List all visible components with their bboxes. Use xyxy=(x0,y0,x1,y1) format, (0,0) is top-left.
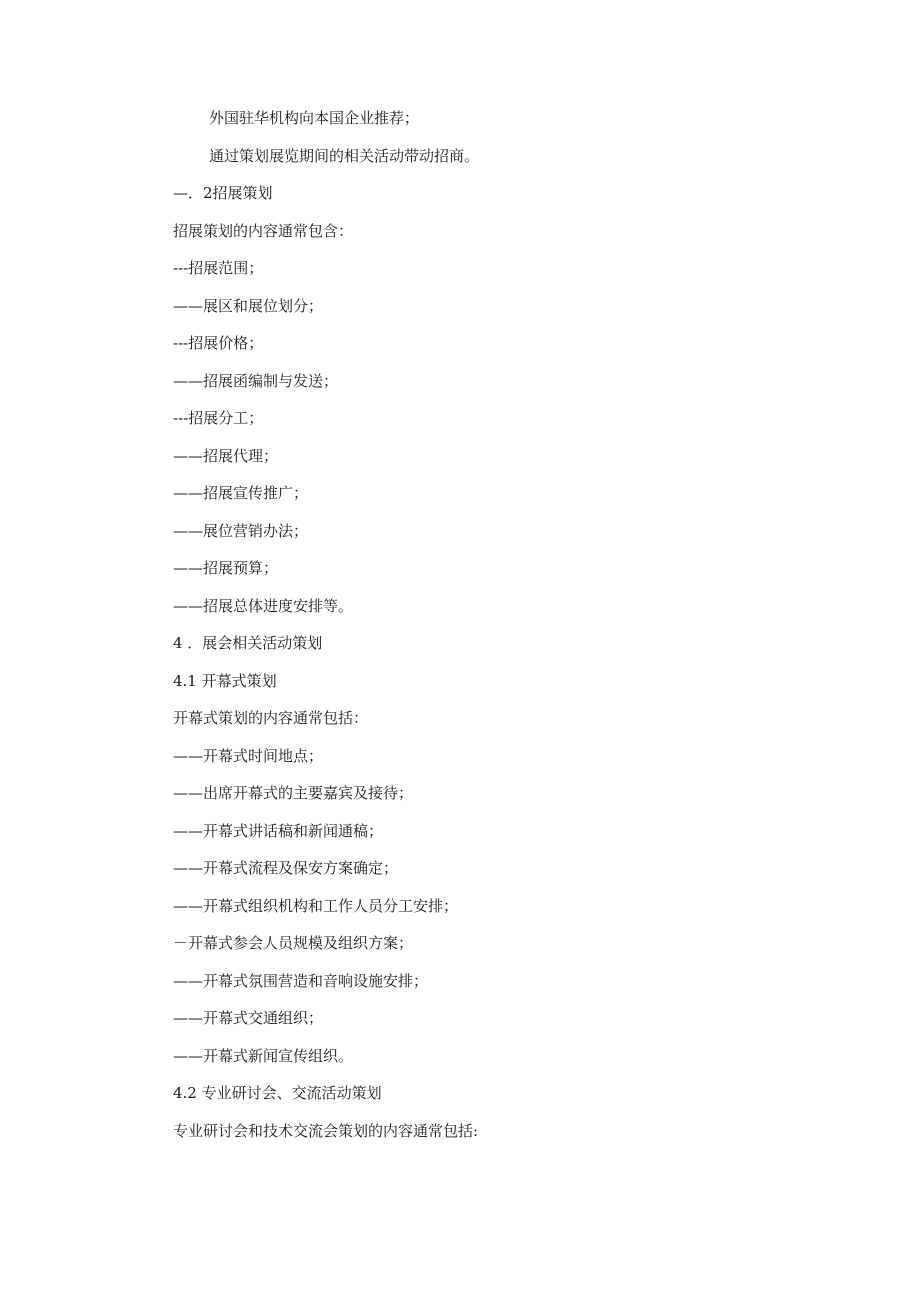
list-item: ——招展宣传推广； xyxy=(173,484,309,502)
list-item: ---招展范围； xyxy=(173,259,264,277)
list-item: ——开幕式时间地点； xyxy=(173,746,324,765)
list-item: ——开幕式交通组织； xyxy=(173,1009,324,1027)
list-item: ——招展总体进度安排等。 xyxy=(173,596,354,615)
list-item: ——开幕式氛围营造和音响设施安排； xyxy=(173,971,429,990)
list-item: ——招展函编制与发送； xyxy=(173,371,339,390)
section-heading: 4 ．展会相关活动策划 xyxy=(173,634,323,652)
paragraph-line: 招展策划的内容通常包含： xyxy=(173,221,354,240)
list-item: ——招展代理； xyxy=(173,446,279,465)
list-item: ——开幕式流程及保安方案确定； xyxy=(173,859,399,877)
list-item: ——开幕式新闻宣传组织。 xyxy=(173,1046,354,1065)
paragraph-line: 开幕式策划的内容通常包括： xyxy=(173,709,369,727)
list-item: ——展位营销办法； xyxy=(173,521,309,540)
list-item: ---招展分工； xyxy=(173,409,264,427)
list-item: ——展区和展位划分； xyxy=(173,296,324,315)
subsection-heading: 4.1 开幕式策划 xyxy=(173,671,277,690)
paragraph-line: 专业研讨会和技术交流会策划的内容通常包括: xyxy=(173,1121,479,1140)
list-item: ——开幕式讲话稿和新闻通稿； xyxy=(173,821,384,840)
subsection-heading: 4.2 专业研讨会、交流活动策划 xyxy=(173,1084,382,1102)
list-item: －开幕式参会人员规模及组织方案； xyxy=(173,934,414,952)
section-heading: —．2招展策划 xyxy=(173,184,273,202)
list-item: ——出席开幕式的主要嘉宾及接待； xyxy=(173,784,414,802)
paragraph-line: 通过策划展览期间的相关活动带动招商。 xyxy=(209,146,480,165)
list-item: ——开幕式组织机构和工作人员分工安排； xyxy=(173,896,459,915)
list-item: ——招展预算； xyxy=(173,559,279,577)
paragraph-line: 外国驻华机构向本国企业推荐； xyxy=(209,109,420,127)
list-item: ---招展价格； xyxy=(173,334,264,352)
document-body xyxy=(173,100,793,1150)
